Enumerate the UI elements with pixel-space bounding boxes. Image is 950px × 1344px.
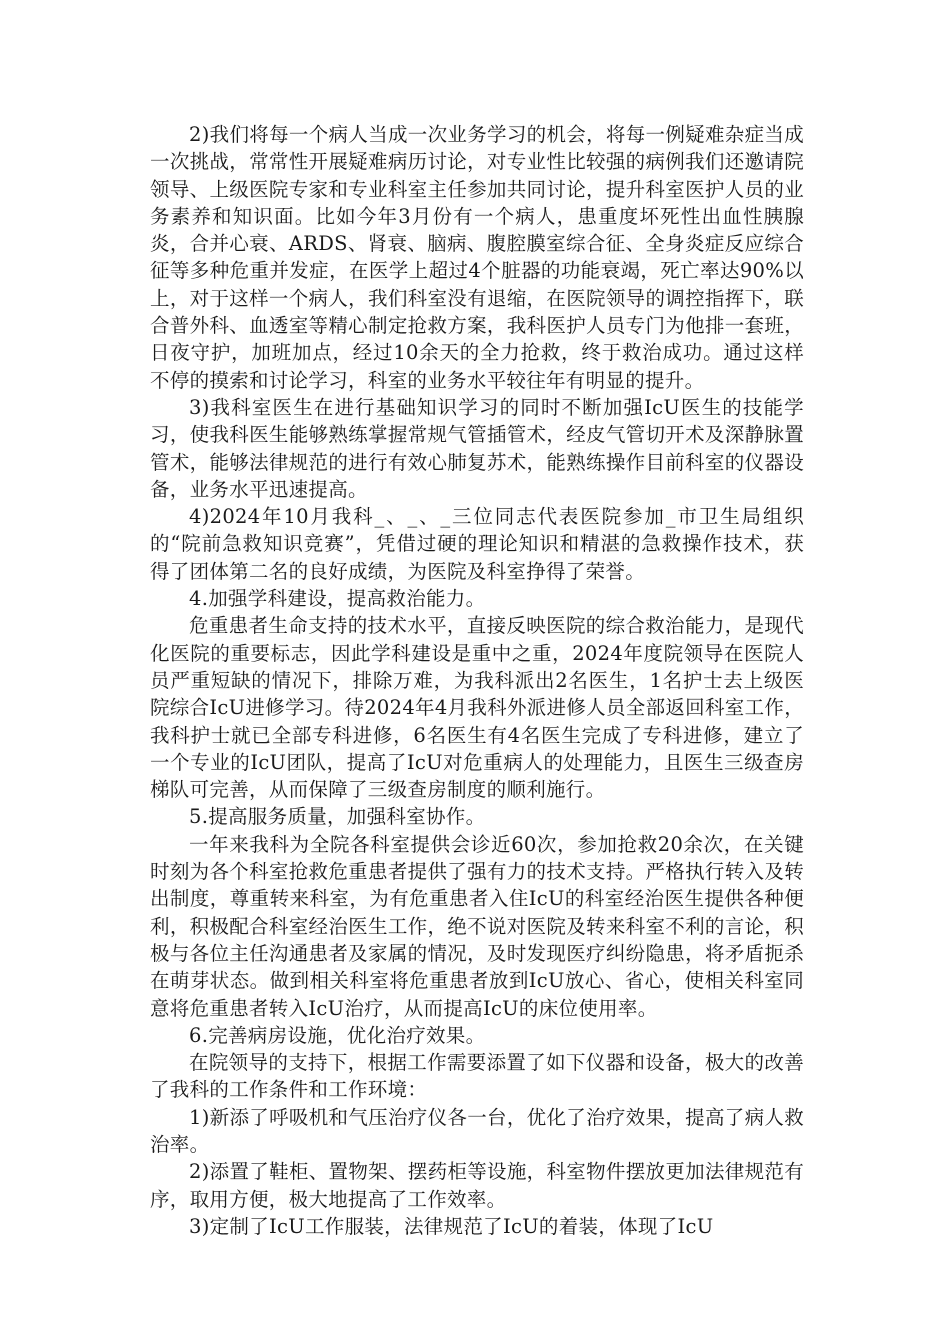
paragraph-equipment-1: 1)新添了呼吸机和气压治疗仪各一台，优化了治疗效果，提高了病人救治率。 [150,1105,804,1156]
paragraph-equipment-3: 3)定制了IcU工作服装，法律规范了IcU的着装，体现了IcU [189,1214,714,1238]
document-body [150,121,804,1240]
paragraph-equipment-intro: 在院领导的支持下，根据工作需要添置了如下仪器和设备，极大的改善了我科的工作条件和工作环境： [150,1051,804,1102]
paragraph-equipment-2: 2)添置了鞋柜、置物架、摆药柜等设施，科室物件摆放更加法律规范有序，取用方便，极大地提高了工作效率。 [150,1160,804,1211]
section-heading-5: 5.提高服务质量，加强科室协作。 [189,805,486,829]
paragraph-service-quality: 一年来我科为全院各科室提供会诊近60次，参加抢救20余次，在关键时刻为各个科室抢救危重患者提供了强有力的技术支持。严格执行转入及转出制度，尊重转来科室，为有危重患者入住IcU的科室经治医生提供各种便利，积极配合科室经治医生工作，绝不说对医院及转来科室不利的言论，积极与各位主任沟通患者及家属的情况，及时发现医疗纠纷隐患，将矛盾扼杀在萌芽状态。做到相关科室将危重患者放到IcU放心、省心，使相关科室同意将危重患者转入IcU治疗，从而提高IcU的床位使用率。 [150,832,804,1020]
paragraph-item-3-skills: 3)我科室医生在进行基础知识学习的同时不断加强IcU医生的技能学习，使我科医生能够熟练掌握常规气管插管术，经皮气管切开术及深静脉置管术，能够法律规范的进行有效心肺复苏术，能熟练操作目前科室的仪器设备，业务水平迅速提高。 [150,395,804,501]
section-heading-6: 6.完善病房设施，优化治疗效果。 [189,1023,486,1047]
paragraph-item-4-competition: 4)2024年10月我科_、_、_三位同志代表医院参加_市卫生局组织的“院前急救知识竞赛”，凭借过硬的理论知识和精湛的急救操作技术，获得了团体第二名的良好成绩，为医院及科室挣得了荣誉。 [150,505,804,583]
section-heading-4: 4.加强学科建设，提高救治能力。 [189,587,486,611]
paragraph-discipline-building: 危重患者生命支持的技术水平，直接反映医院的综合救治能力，是现代化医院的重要标志，因此学科建设是重中之重，2024年度院领导在医院人员严重短缺的情况下，排除万难，为我科派出2名医生，1名护士去上级医院综合IcU进修学习。待2024年4月我科外派进修人员全部返回科室工作，我科护士就已全部专科进修，6名医生有4名医生完成了专科进修，建立了一个专业的IcU团队，提高了IcU对危重病人的处理能力，且医生三级查房梯队可完善，从而保障了三级查房制度的顺利施行。 [150,614,804,802]
paragraph-item-2-case-study: 2)我们将每一个病人当成一次业务学习的机会，将每一例疑难杂症当成一次挑战，常常性开展疑难病历讨论，对专业性比较强的病例我们还邀请院领导、上级医院专家和专业科室主任参加共同讨论，提升科室医护人员的业务素养和知识面。比如今年3月份有一个病人，患重度坏死性出血性胰腺炎，合并心衰、ARDS、肾衰、脑病、腹腔膜室综合征、全身炎症反应综合征等多种危重并发症，在医学上超过4个脏器的功能衰竭，死亡率达90%以上，对于这样一个病人，我们科室没有退缩，在医院领导的调控指挥下，联合普外科、血透室等精心制定抢救方案，我科医护人员专门为他排一套班，日夜守护，加班加点，经过10余天的全力抢救，终于救治成功。通过这样不停的摸索和讨论学习，科室的业务水平较往年有明显的提升。 [150,123,804,392]
